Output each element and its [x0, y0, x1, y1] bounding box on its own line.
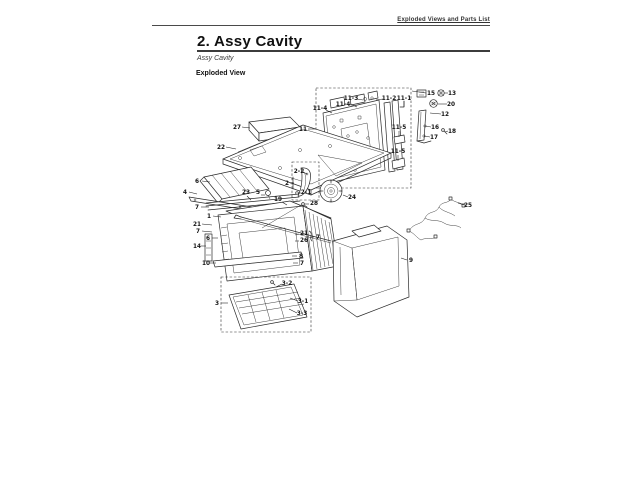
part-label: 11-5 — [390, 149, 406, 155]
part-label: 3-1 — [297, 299, 309, 305]
part-label: 20 — [446, 102, 456, 108]
part-label: 11-4 — [312, 106, 328, 112]
part-label: 21 — [299, 231, 309, 237]
page-header-right: Exploded Views and Parts List — [397, 17, 490, 23]
part-label: 12 — [440, 112, 450, 118]
part-label: 11-5 — [391, 125, 407, 131]
part-label: 23 — [241, 190, 251, 196]
leader-line — [189, 192, 197, 194]
wire-harness — [407, 197, 465, 240]
part-label: 19 — [273, 197, 283, 203]
part-label: 2-1 — [300, 190, 312, 196]
part-label: 11-2 — [381, 96, 397, 102]
part-label: 11-3 — [343, 96, 359, 102]
part-label: 11-4 — [335, 102, 351, 108]
part-label: 11-1 — [396, 96, 412, 102]
convection-fan-icon — [320, 180, 342, 202]
part-label: 26 — [299, 238, 309, 244]
part-label: 7 — [195, 229, 201, 235]
part-label: 25 — [463, 203, 473, 209]
leader-line — [202, 231, 212, 232]
leader-line — [430, 113, 441, 114]
part-label: 14 — [192, 244, 202, 250]
part-label: 6 — [194, 179, 200, 185]
part-label: 7 — [299, 261, 305, 267]
part-label: 24 — [347, 195, 357, 201]
lower-cavity-box — [333, 225, 409, 317]
part-label: 7 — [315, 235, 321, 241]
part-label: 4 — [182, 190, 188, 196]
part-label: 17 — [429, 135, 439, 141]
part-label: 16 — [430, 125, 440, 131]
part-label: 5 — [255, 190, 261, 196]
part-label: 6 — [205, 236, 211, 242]
part-label: 10 — [201, 261, 211, 267]
part-label: 1 — [206, 214, 212, 220]
part-label: 7 — [194, 205, 200, 211]
part-label: 18 — [447, 129, 457, 135]
part-label: 15 — [426, 91, 436, 97]
leader-line — [247, 196, 251, 200]
part-label: 8 — [298, 254, 304, 260]
assembly-subtitle: Assy Cavity — [197, 55, 234, 62]
part-label: 3-2 — [281, 281, 293, 287]
part-label: 2-2 — [293, 169, 305, 175]
part-label: 11 — [298, 127, 308, 133]
section-title: 2. Assy Cavity — [197, 33, 303, 50]
part-label: 22 — [216, 145, 226, 151]
part-label: 27 — [232, 125, 242, 131]
part-label: 2 — [284, 181, 290, 187]
exploded-view-label: Exploded View — [196, 70, 246, 77]
part-label: 13 — [447, 91, 457, 97]
part-label: 3-3 — [296, 311, 308, 317]
part-label: 28 — [309, 201, 319, 207]
leader-line — [226, 147, 236, 149]
part-label: 21 — [192, 222, 202, 228]
leader-line — [202, 224, 212, 225]
part-label: 3 — [214, 301, 220, 307]
rack-and-rail — [189, 167, 269, 211]
part-label: 9 — [408, 258, 414, 264]
